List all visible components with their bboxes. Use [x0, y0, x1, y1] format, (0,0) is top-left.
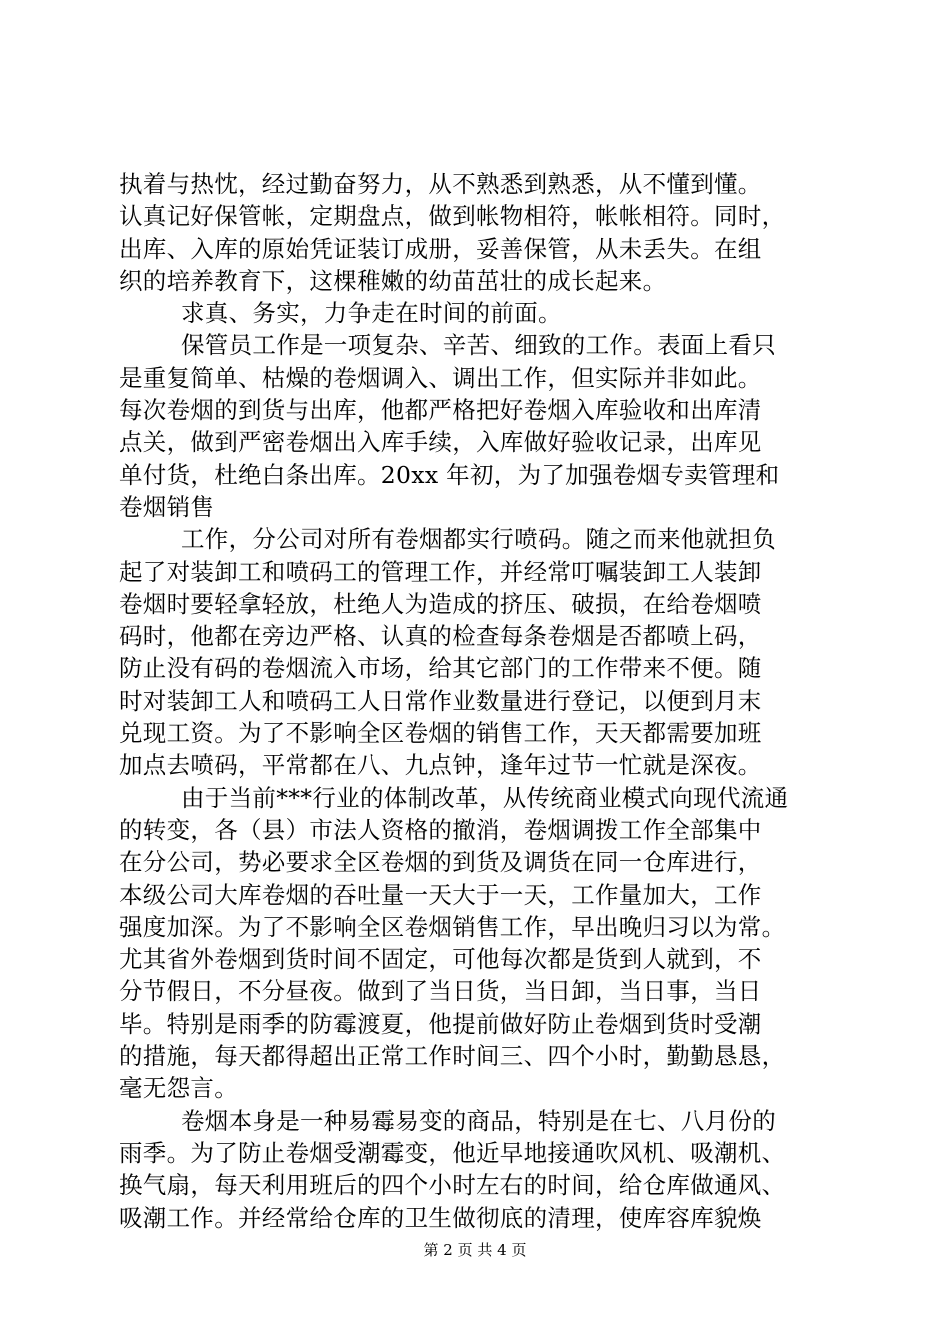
paragraph	[119, 168, 859, 297]
text-line: 求真、务实，力争走在时间的前面。	[181, 299, 562, 328]
text-line: 每次卷烟的到货与出库，他都严格把好卷烟入库验收和出库清	[119, 396, 762, 425]
text-line: 雨季。为了防止卷烟受潮霉变，他近早地接通吹风机、吸潮机、	[119, 1138, 786, 1167]
text-line: 卷烟销售	[119, 492, 215, 521]
text-line: 吸潮工作。并经常给仓库的卫生做彻底的清理，使库容库貌焕	[119, 1203, 762, 1232]
paragraph	[119, 297, 859, 329]
text-line: 起了对装卸工和喷码工的管理工作，并经常叮嘱装卸工人装卸	[119, 557, 762, 586]
text-line: 加点去喷码，平常都在八、九点钟，逢年过节一忙就是深夜。	[119, 751, 762, 780]
text-line: 强度加深。为了不影响全区卷烟销售工作，早出晚归习以为常。	[119, 912, 786, 941]
text-line: 换气扇，每天利用班后的四个小时左右的时间，给仓库做通风、	[119, 1171, 786, 1200]
paragraph	[119, 782, 859, 1105]
text-line: 分节假日，不分昼夜。做到了当日货，当日卸，当日事，当日	[119, 977, 762, 1006]
paragraph	[119, 1105, 859, 1234]
text-line: 时对装卸工人和喷码工人日常作业数量进行登记，以便到月末	[119, 686, 762, 715]
text-line: 毕。特别是雨季的防霉渡夏，他提前做好防止卷烟到货时受潮	[119, 1009, 762, 1038]
text-line: 执着与热忱，经过勤奋努力，从不熟悉到熟悉，从不懂到懂。	[119, 170, 762, 198]
text-line: 防止没有码的卷烟流入市场，给其它部门的工作带来不便。随	[119, 654, 762, 683]
text-line: 码时，他都在旁边严格、认真的检查每条卷烟是否都喷上码，	[119, 622, 762, 651]
text-line: 毫无怨言。	[119, 1074, 238, 1103]
text-line: 工作，分公司对所有卷烟都实行喷码。随之而来他就担负	[181, 525, 776, 554]
document-body	[119, 168, 859, 1234]
text-line: 由于当前***行业的体制改革，从传统商业模式向现代流通	[181, 783, 789, 812]
paragraph	[119, 329, 859, 523]
paragraph	[119, 523, 859, 781]
text-line: 的转变，各（县）市法人资格的撤消，卷烟调拨工作全部集中	[119, 815, 762, 844]
text-line: 认真记好保管帐，定期盘点，做到帐物相符，帐帐相符。同时，	[119, 202, 786, 231]
text-line: 点关，做到严密卷烟出入库手续，入库做好验收记录，出库见	[119, 428, 762, 457]
text-line: 尤其省外卷烟到货时间不固定，可他每次都是货到人就到，不	[119, 945, 762, 974]
text-line: 卷烟本身是一种易霉易变的商品，特别是在七、八月份的	[181, 1106, 776, 1135]
text-line: 在分公司，势必要求全区卷烟的到货及调货在同一仓库进行，	[119, 848, 762, 877]
text-line: 兑现工资。为了不影响全区卷烟的销售工作，天天都需要加班	[119, 719, 762, 748]
text-line: 是重复简单、枯燥的卷烟调入、调出工作，但实际并非如此。	[119, 363, 762, 392]
text-line: 的措施，每天都得超出正常工作时间三、四个小时，勤勤恳恳，	[119, 1042, 786, 1071]
text-line: 出库、入库的原始凭证装订成册，妥善保管，从未丢失。在组	[119, 234, 762, 263]
text-line: 卷烟时要轻拿轻放，杜绝人为造成的挤压、破损，在给卷烟喷	[119, 589, 762, 618]
text-line: 本级公司大库卷烟的吞吐量一天大于一天，工作量加大，工作	[119, 880, 762, 909]
page-footer: 第 2 页 共 4 页	[423, 1241, 527, 1259]
text-line: 织的培养教育下，这棵稚嫩的幼苗茁壮的成长起来。	[119, 266, 667, 295]
text-line: 单付货，杜绝白条出库。20xx 年初，为了加强卷烟专卖管理和	[119, 460, 780, 489]
text-line: 保管员工作是一项复杂、辛苦、细致的工作。表面上看只	[181, 331, 776, 360]
